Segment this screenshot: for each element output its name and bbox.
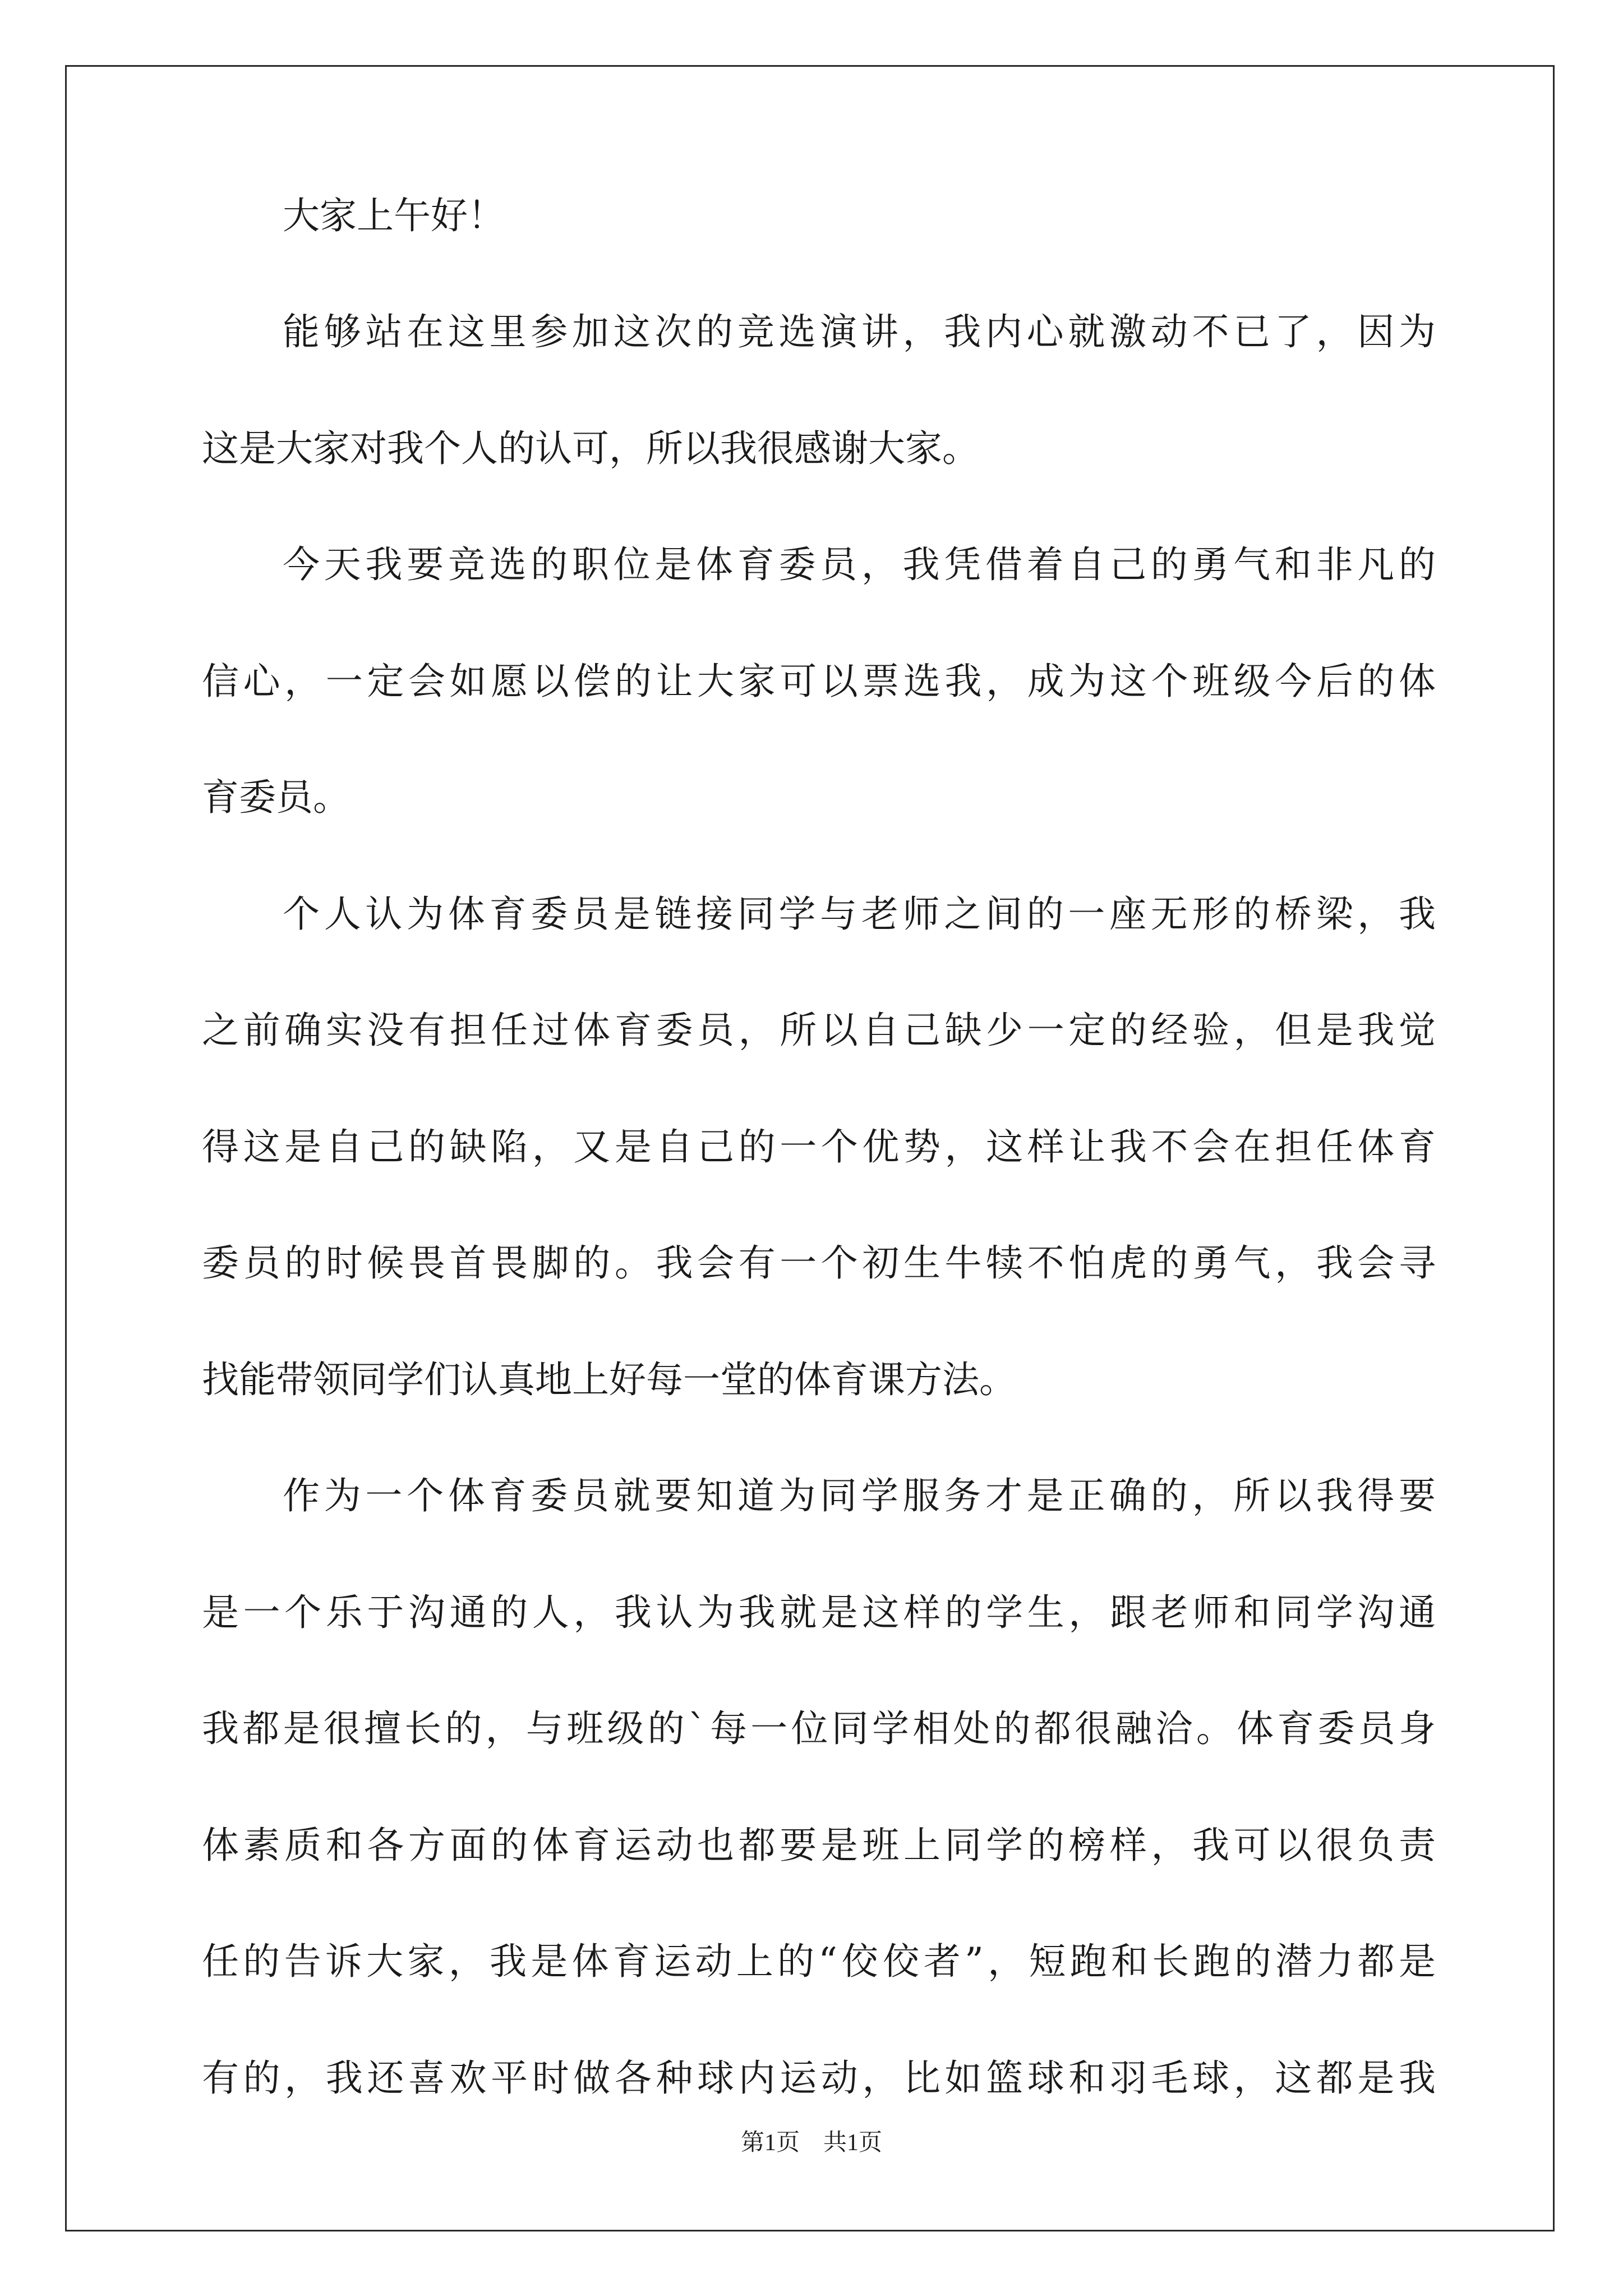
paragraph-line: 能够站在这里参加这次的竞选演讲，我内心就激动不已了，因为 (283, 310, 1436, 353)
paragraph-line: 信心，一定会如愿以偿的让大家可以票选我，成为这个班级今后的体 (202, 660, 1436, 703)
paragraph-line: 得这是自己的缺陷，又是自己的一个优势，这样让我不会在担任体育 (202, 1125, 1436, 1168)
paragraph-line: 之前确实没有担任过体育委员，所以自己缺少一定的经验，但是我觉 (202, 1009, 1436, 1052)
paragraph-line: 育委员。 (202, 776, 350, 819)
paragraph-line: 今天我要竞选的职位是体育委员，我凭借着自己的勇气和非凡的 (283, 543, 1436, 586)
paragraph-line: 这是大家对我个人的认可，所以我很感谢大家。 (202, 427, 979, 470)
paragraph-line: 我都是很擅长的，与班级的`每一位同学相处的都很融洽。体育委员身 (202, 1707, 1436, 1750)
paragraph-line: 委员的时候畏首畏脚的。我会有一个初生牛犊不怕虎的勇气，我会寻 (202, 1241, 1436, 1285)
paragraph-line: 有的，我还喜欢平时做各种球内运动，比如篮球和羽毛球，这都是我 (202, 2056, 1436, 2100)
paragraph-line: 作为一个体育委员就要知道为同学服务才是正确的，所以我得要 (283, 1474, 1436, 1517)
paragraph-line: 体素质和各方面的体育运动也都要是班上同学的榜样，我可以很负责 (202, 1824, 1436, 1867)
greeting-line: 大家上午好！ (283, 194, 505, 237)
paragraph-line: 是一个乐于沟通的人，我认为我就是这样的学生，跟老师和同学沟通 (202, 1591, 1436, 1634)
page-number-footer: 第1页 共1页 (740, 2130, 882, 2156)
paragraph-line: 任的告诉大家，我是体育运动上的“佼佼者”，短跑和长跑的潜力都是 (202, 1940, 1436, 1983)
paragraph-line: 个人认为体育委员是链接同学与老师之间的一座无形的桥梁，我 (283, 892, 1436, 936)
paragraph-line: 找能带领同学们认真地上好每一堂的体育课方法。 (202, 1358, 1016, 1401)
